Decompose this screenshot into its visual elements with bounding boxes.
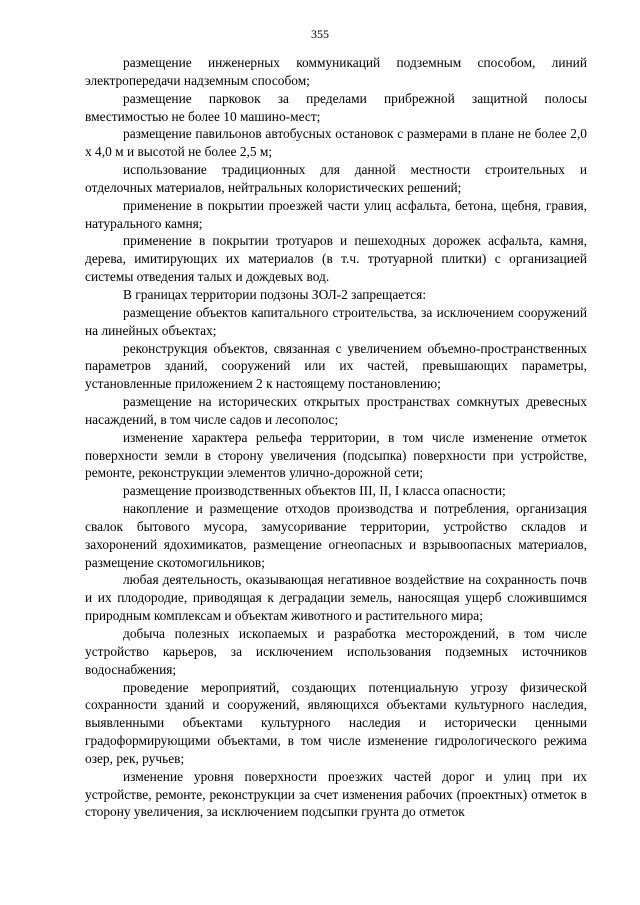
paragraph: размещение павильонов автобусных остановок с размерами в плане не более 2,0 х 4,0 м и высотой не более 2,5 м; xyxy=(85,126,587,160)
paragraph: использование традиционных для данной местности строительных и отделочных материалов, нейтральных колористических решений; xyxy=(85,162,587,195)
document-body xyxy=(85,54,587,821)
paragraph: размещение на исторических открытых пространствах сомкнутых древесных насаждений, в том числе садов и лесополос; xyxy=(85,394,587,427)
paragraph: изменение характера рельефа территории, в том числе изменение отметок поверхности земли в сторону увеличения (подсыпка) поверхности при устройстве, ремонте, реконструкции элементов улично-дорожной сети; xyxy=(85,429,587,481)
paragraph: накопление и размещение отходов производства и потребления, организация свалок бытового мусора, замусоривание территории, устройство складов и захоронений ядохимикатов, размещение огнеопасных и взрывоопасных материалов, размещение скотомогильников; xyxy=(85,501,587,570)
paragraph: проведение мероприятий, создающих потенциальную угрозу физической сохранности зданий и сооружений, являющихся объектами культурного наследия, выявленными объектами культурного наследия и исторически ценными градоформирующими объектами, в том числе изменение гидрологического режима озер, рек, ручьев; xyxy=(85,679,587,766)
paragraph: размещение объектов капитального строительства, за исключением сооружений на линейных объектах; xyxy=(85,304,587,338)
paragraph: любая деятельность, оказывающая негативное воздействие на сохранность почв и их плодородие, приводящая к деградации земель, наносящая ущерб сложившимся природным комплексам и объектам животного и растительного мира; xyxy=(85,572,587,624)
paragraph: размещение инженерных коммуникаций подземным способом, линий электропередачи надземным способом; xyxy=(85,55,587,88)
paragraph: добыча полезных ископаемых и разработка месторождений, в том числе устройство карьеров, за исключением использования подземных источников водоснабжения; xyxy=(85,626,587,677)
section-heading: В границах территории подзоны ЗОЛ-2 запрещается: xyxy=(123,286,427,302)
paragraph: размещение парковок за пределами прибрежной защитной полосы вместимостью не более 10 машино-мест; xyxy=(85,90,587,124)
paragraph: применение в покрытии тротуаров и пешеходных дорожек асфальта, камня, дерева, имитирующих их материалов (в т.ч. тротуарной плитки) с организацией системы отведения талых и дождевых вод. xyxy=(85,233,587,285)
page-number: 355 xyxy=(311,27,329,41)
paragraph: реконструкция объектов, связанная с увеличением объемно-пространственных параметров зданий, сооружений или их частей, превышающих параметры, установленные приложением 2 к настоящему постановлению; xyxy=(85,340,587,392)
paragraph: изменение уровня поверхности проезжих частей дорог и улиц при их устройстве, ремонте, реконструкции за счет изменения рабочих (проектных) отметок в сторону увеличения, за исключением подсыпки грунта до отметок xyxy=(85,768,587,820)
paragraph: применение в покрытии проезжей части улиц асфальта, бетона, щебня, гравия, натурального камня; xyxy=(85,197,587,231)
paragraph: размещение производственных объектов III, II, I класса опасности; xyxy=(123,483,506,499)
